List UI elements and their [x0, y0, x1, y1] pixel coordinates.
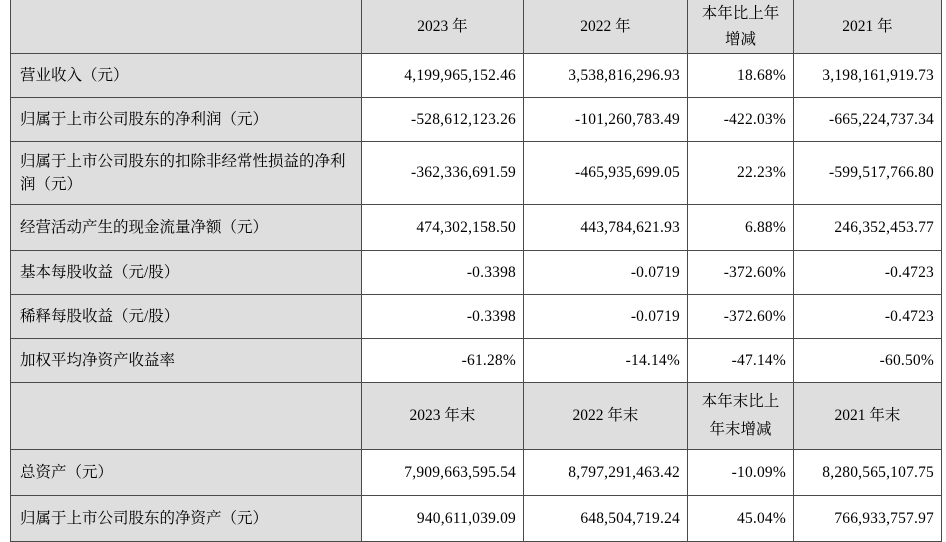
value-2021: -0.4723 [794, 251, 942, 295]
financial-summary-table [10, 0, 942, 542]
header-2021-yearend: 2021 年末 [794, 383, 942, 450]
value-2021: 3,198,161,919.73 [794, 54, 942, 98]
table-row-operating-cash-flow [11, 205, 942, 251]
value-2021: 8,280,565,107.75 [794, 450, 942, 496]
value-2023: 4,199,965,152.46 [362, 54, 524, 98]
header-row-yearend [11, 383, 942, 450]
header-yearend-change-line1: 本年末比上 [701, 393, 780, 410]
value-change: -422.03% [688, 98, 794, 142]
header-change [688, 0, 794, 54]
value-2021: 766,933,757.97 [794, 496, 942, 542]
value-2023: -61.28% [362, 339, 524, 383]
table-row-net-assets [11, 496, 942, 542]
value-2023: -0.3398 [362, 295, 524, 339]
value-2021: -60.50% [794, 339, 942, 383]
table-row-net-profit [11, 98, 942, 142]
row-label: 基本每股收益（元/股） [11, 251, 362, 295]
header-yearend-change-line2: 年末增减 [709, 421, 772, 438]
header-blank-cell [11, 0, 362, 54]
value-change: -372.60% [688, 251, 794, 295]
value-2021: -665,224,737.34 [794, 98, 942, 142]
value-2022: 648,504,719.24 [524, 496, 688, 542]
header-yearend-change [688, 383, 794, 450]
row-label: 归属于上市公司股东的净利润（元） [11, 98, 362, 142]
value-2022: -0.0719 [524, 295, 688, 339]
table-row-total-assets [11, 450, 942, 496]
value-change: -372.60% [688, 295, 794, 339]
row-label: 稀释每股收益（元/股） [11, 295, 362, 339]
header-change-line1: 本年比上年 [701, 4, 780, 22]
row-label: 归属于上市公司股东的扣除非经常性损益的净利润（元） [11, 142, 362, 205]
header-change-line2: 增减 [724, 30, 756, 48]
value-2022: 3,538,816,296.93 [524, 54, 688, 98]
value-change: -47.14% [688, 339, 794, 383]
value-2022: -0.0719 [524, 251, 688, 295]
value-2021: 246,352,453.77 [794, 205, 942, 251]
table-row-net-profit-excl-nonrecurring [11, 142, 942, 205]
value-2023: -0.3398 [362, 251, 524, 295]
table-row-revenue [11, 54, 942, 98]
table-row-basic-eps [11, 251, 942, 295]
header-2022: 2022 年 [524, 0, 688, 54]
header-blank-cell [11, 383, 362, 450]
value-2023: 940,611,039.09 [362, 496, 524, 542]
row-label: 加权平均净资产收益率 [11, 339, 362, 383]
value-2023: 7,909,663,595.54 [362, 450, 524, 496]
value-change: -10.09% [688, 450, 794, 496]
header-2023-yearend: 2023 年末 [362, 383, 524, 450]
value-change: 6.88% [688, 205, 794, 251]
header-2022-yearend: 2022 年末 [524, 383, 688, 450]
header-2023: 2023 年 [362, 0, 524, 54]
header-2021: 2021 年 [794, 0, 942, 54]
value-2022: 8,797,291,463.42 [524, 450, 688, 496]
value-2023: -528,612,123.26 [362, 98, 524, 142]
value-2023: -362,336,691.59 [362, 142, 524, 205]
value-2023: 474,302,158.50 [362, 205, 524, 251]
row-label: 归属于上市公司股东的净资产（元） [11, 496, 362, 542]
value-change: 18.68% [688, 54, 794, 98]
value-2022: -14.14% [524, 339, 688, 383]
value-2022: -465,935,699.05 [524, 142, 688, 205]
value-change: 22.23% [688, 142, 794, 205]
value-change: 45.04% [688, 496, 794, 542]
value-2022: -101,260,783.49 [524, 98, 688, 142]
value-2021: -0.4723 [794, 295, 942, 339]
value-2021: -599,517,766.80 [794, 142, 942, 205]
table-row-diluted-eps [11, 295, 942, 339]
row-label: 营业收入（元） [11, 54, 362, 98]
row-label: 经营活动产生的现金流量净额（元） [11, 205, 362, 251]
header-row-annual [11, 0, 942, 54]
value-2022: 443,784,621.93 [524, 205, 688, 251]
row-label: 总资产（元） [11, 450, 362, 496]
table-row-weighted-avg-roe [11, 339, 942, 383]
